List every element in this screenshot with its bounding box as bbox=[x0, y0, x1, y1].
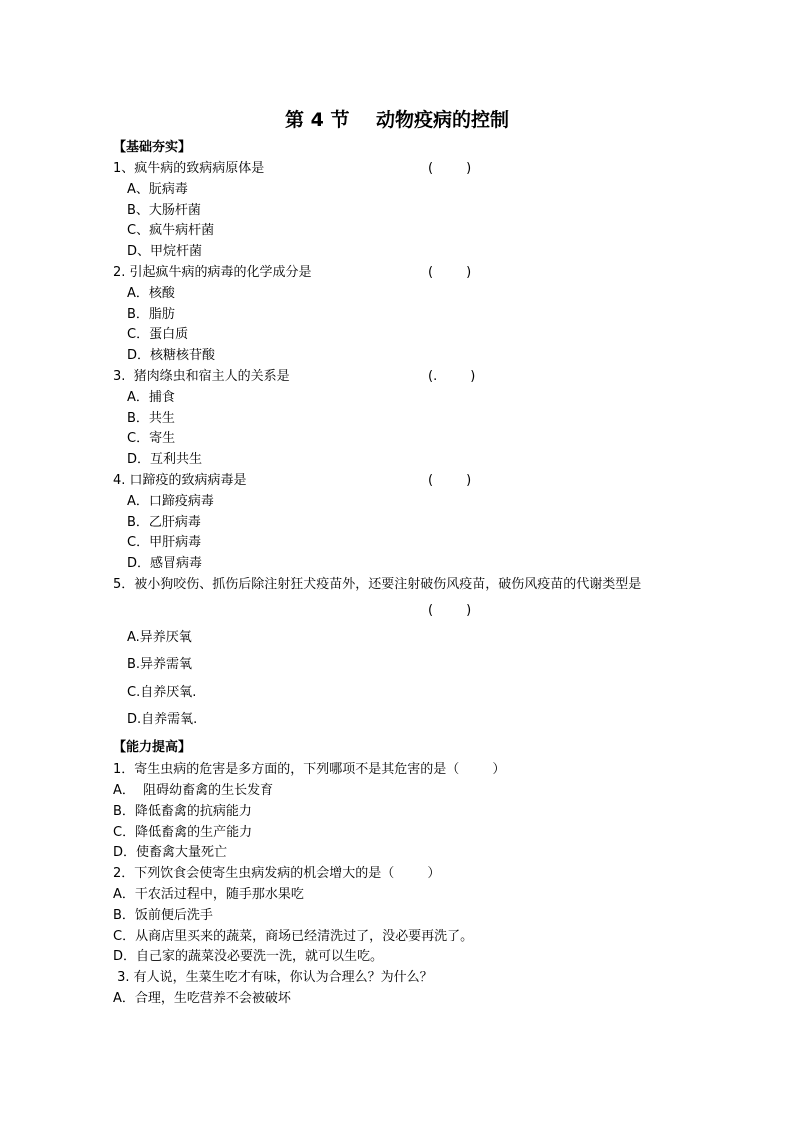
question-1-stem: 1、疯牛病的致病病原体是 bbox=[113, 161, 265, 176]
question-2-option-d: D．核糖核苷酸 bbox=[127, 348, 216, 363]
section-heading-basic: 【基础夯实】 bbox=[113, 140, 192, 155]
question-1-option-c: C、疯牛病杆菌 bbox=[127, 223, 215, 238]
question-6-option-a: A． 阻碍幼畜禽的生长发育 bbox=[113, 783, 274, 798]
question-5-option-d: D.自养需氧. bbox=[127, 712, 198, 727]
question-3-answer-blank: (. ) bbox=[428, 369, 476, 384]
question-1-option-b: B、大肠杆菌 bbox=[127, 203, 201, 218]
question-1-option-a: A、朊病毒 bbox=[127, 182, 188, 197]
question-7-option-b: B．饭前便后洗手 bbox=[113, 908, 213, 923]
question-3-option-c: C．寄生 bbox=[127, 431, 176, 446]
question-3-stem: 3. 猪肉绦虫和宿主人的关系是 bbox=[113, 369, 290, 384]
question-2-stem: 2. 引起疯牛病的病毒的化学成分是 bbox=[113, 265, 312, 280]
question-3-option-d: D．互利共生 bbox=[127, 452, 203, 467]
question-8-option-a: A．合理，生吃营养不会被破坏 bbox=[113, 991, 291, 1006]
question-5-answer-blank: ( ) bbox=[428, 603, 472, 618]
question-6-option-b: B．降低畜禽的抗病能力 bbox=[113, 804, 252, 819]
question-5-option-a: A.异养厌氧 bbox=[127, 630, 192, 645]
question-4-option-d: D．感冒病毒 bbox=[127, 556, 203, 571]
question-7-option-a: A．干农活过程中，随手那水果吃 bbox=[113, 887, 304, 902]
question-2-answer-blank: ( ) bbox=[428, 265, 472, 280]
question-5-stem: 5．被小狗咬伤、抓伤后除注射狂犬疫苗外，还要注射破伤风疫苗，破伤风疫苗的代谢类型是 bbox=[113, 577, 642, 592]
question-4-option-b: B．乙肝病毒 bbox=[127, 515, 201, 530]
question-8-stem: 3. 有人说，生菜生吃才有味，你认为合理么？为什么？ bbox=[113, 970, 433, 985]
question-3-option-b: B．共生 bbox=[127, 411, 175, 426]
question-6-option-c: C．降低畜禽的生产能力 bbox=[113, 825, 253, 840]
page-title: 第 4 节 动物疫病的控制 bbox=[285, 109, 509, 131]
question-5-option-c: C.自养厌氧. bbox=[127, 685, 197, 700]
question-1-answer-blank: ( ) bbox=[428, 161, 472, 176]
question-7-option-c: C．从商店里买来的蔬菜，商场已经清洗过了，没必要再洗了。 bbox=[113, 929, 474, 944]
section-heading-advanced: 【能力提高】 bbox=[113, 740, 192, 755]
question-4-option-c: C．甲肝病毒 bbox=[127, 535, 202, 550]
question-1-option-d: D、甲烷杆菌 bbox=[127, 244, 203, 259]
question-2-option-b: B．脂肪 bbox=[127, 307, 175, 322]
question-7-option-d: D．自己家的蔬菜没必要洗一洗，就可以生吃。 bbox=[113, 949, 384, 964]
question-6-stem: 1．寄生虫病的危害是多方面的，下列哪项不是其危害的是（ ） bbox=[113, 762, 506, 777]
question-4-answer-blank: ( ) bbox=[428, 473, 472, 488]
question-2-option-a: A．核酸 bbox=[127, 286, 175, 301]
question-7-stem: 2．下列饮食会使寄生虫病发病的机会增大的是（ ） bbox=[113, 866, 441, 881]
question-3-option-a: A．捕食 bbox=[127, 390, 175, 405]
question-4-stem: 4. 口蹄疫的致病病毒是 bbox=[113, 473, 247, 488]
question-5-option-b: B.异养需氧 bbox=[127, 657, 193, 672]
question-2-option-c: C．蛋白质 bbox=[127, 327, 189, 342]
question-4-option-a: A．口蹄疫病毒 bbox=[127, 494, 214, 509]
question-6-option-d: D．使畜禽大量死亡 bbox=[113, 845, 228, 860]
